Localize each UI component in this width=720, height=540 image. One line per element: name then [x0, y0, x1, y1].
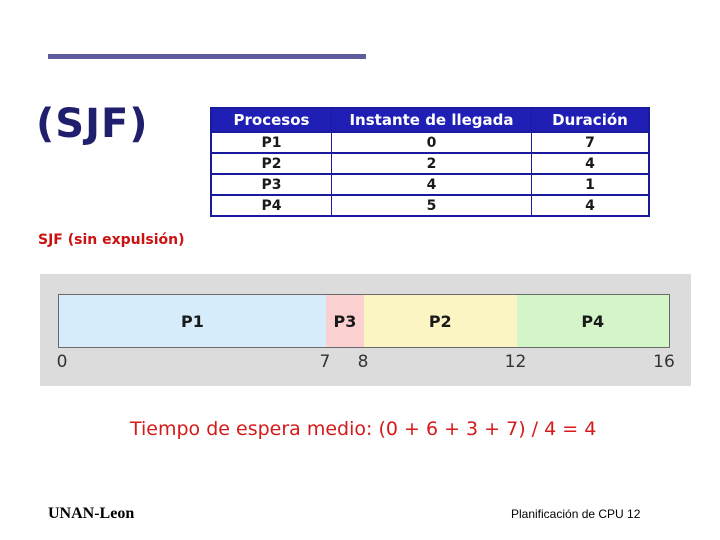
- table-cell: 7: [532, 132, 650, 153]
- top-rule: [48, 54, 366, 59]
- gantt-tick-label: 8: [357, 352, 369, 372]
- table-cell: 4: [332, 174, 532, 195]
- table-row: [211, 195, 649, 216]
- average-wait-time: Tiempo de espera medio: (0 + 6 + 3 + 7) / 4 = 4: [130, 418, 597, 440]
- gantt-bar: [58, 294, 670, 348]
- gantt-tick-label: 0: [56, 352, 68, 372]
- table-row: [211, 153, 649, 174]
- footer-institution: UNAN-Leon: [48, 505, 135, 522]
- table-cell: 0: [332, 132, 532, 153]
- footer-slide-info: Planificación de CPU 12: [511, 507, 641, 521]
- gantt-tick-label: 12: [504, 352, 527, 372]
- table-row: [211, 174, 649, 195]
- gantt-segment-p3: P3: [326, 295, 365, 347]
- gantt-segment-p1: P1: [59, 295, 327, 347]
- table-cell: P2: [211, 153, 332, 174]
- sjf-variant-label: SJF (sin expulsión): [38, 232, 185, 248]
- table-cell: P4: [211, 195, 332, 216]
- table-header-row: [211, 108, 649, 132]
- table-cell: P1: [211, 132, 332, 153]
- table-cell: 4: [532, 195, 650, 216]
- table-cell: 4: [532, 153, 650, 174]
- table-cell: 5: [332, 195, 532, 216]
- gantt-segment-p4: P4: [517, 295, 670, 347]
- table-cell: 2: [332, 153, 532, 174]
- table-row: [211, 132, 649, 153]
- gantt-tick-label: 7: [319, 352, 331, 372]
- slide-title: (SJF): [36, 101, 149, 147]
- gantt-tick-label: 16: [653, 352, 675, 372]
- header-duracion: Duración: [532, 108, 650, 132]
- header-instante-llegada: Instante de llegada: [332, 108, 532, 132]
- process-table: [210, 107, 650, 217]
- gantt-segment-p2: P2: [364, 295, 518, 347]
- table-cell: 1: [532, 174, 650, 195]
- gantt-chart-panel: [40, 274, 691, 386]
- header-procesos: Procesos: [211, 108, 332, 132]
- table-cell: P3: [211, 174, 332, 195]
